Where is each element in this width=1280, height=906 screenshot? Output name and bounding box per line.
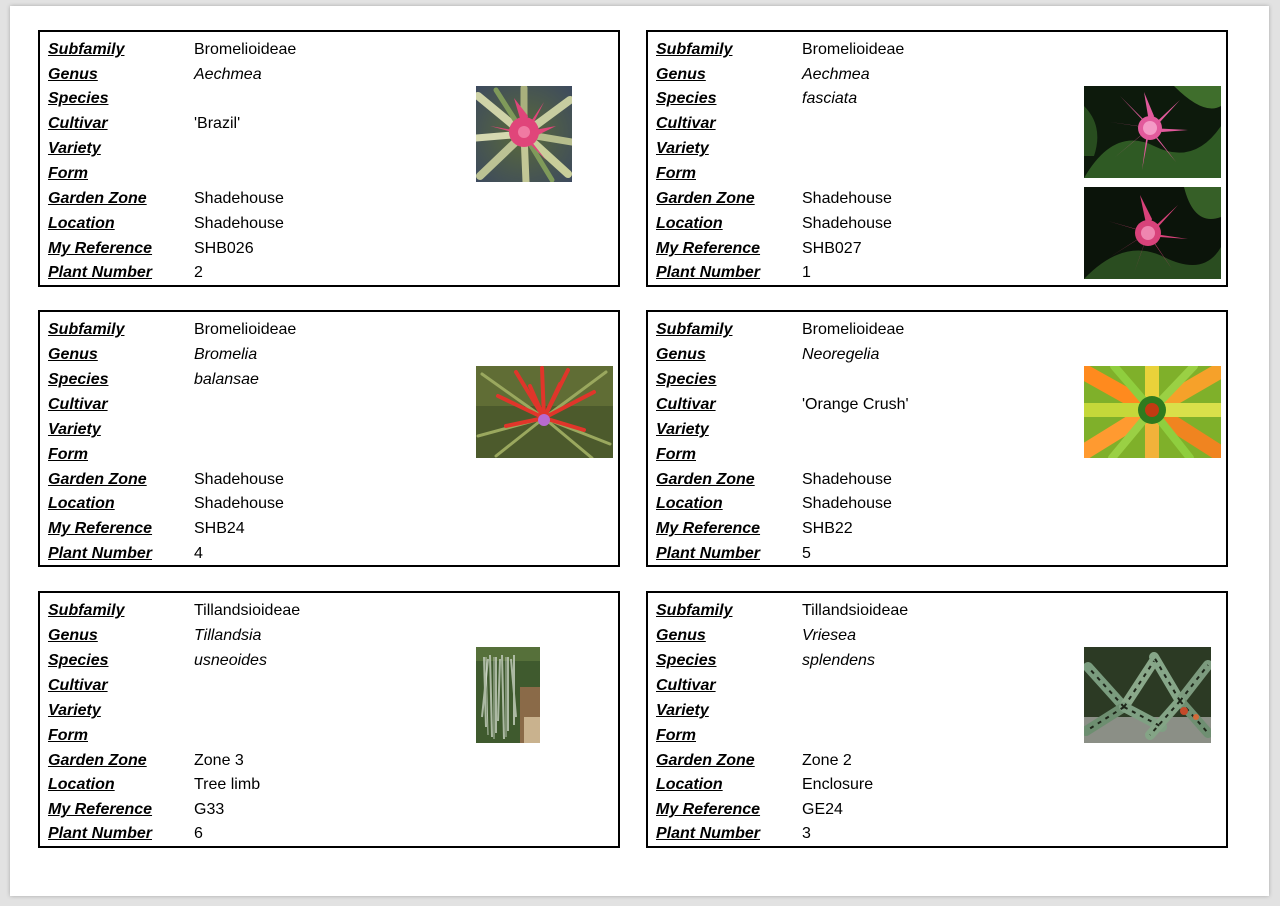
cultivar-label: Cultivar [48,115,108,132]
location-label: Location [656,215,723,232]
variety-label: Variety [656,421,709,438]
plant-number-value: 4 [194,545,203,562]
plant-card [38,30,620,287]
plant-number-value: 3 [802,825,811,842]
genus-value: Vriesea [802,627,856,644]
species-label: Species [656,652,717,669]
garden-zone-label: Garden Zone [656,752,755,769]
species-label: Species [48,371,109,388]
plant-number-label: Plant Number [48,545,153,562]
garden-zone-value: Zone 3 [194,752,244,769]
cultivar-value: 'Orange Crush' [802,396,909,413]
location-value: Shadehouse [194,495,284,512]
garden-zone-value: Shadehouse [802,190,892,207]
bromeliad-photo [1084,187,1221,279]
plant-card [646,310,1228,567]
form-label: Form [48,165,88,182]
bromeliad-photo [1084,647,1211,743]
genus-label: Genus [656,346,706,363]
my-reference-label: My Reference [48,240,153,257]
subfamily-label: Subfamily [656,41,733,58]
my-reference-label: My Reference [48,520,153,537]
location-value: Shadehouse [194,215,284,232]
my-reference-value: GE24 [802,801,843,818]
genus-value: Neoregelia [802,346,880,363]
garden-zone-value: Zone 2 [802,752,852,769]
variety-label: Variety [656,702,709,719]
location-value: Shadehouse [802,495,892,512]
my-reference-value: SHB027 [802,240,862,257]
species-value: splendens [802,652,875,669]
variety-label: Variety [48,702,101,719]
plant-number-label: Plant Number [48,825,153,842]
cultivar-label: Cultivar [656,677,716,694]
genus-value: Bromelia [194,346,258,363]
plant-number-label: Plant Number [656,825,761,842]
document-page [10,6,1269,896]
genus-label: Genus [656,66,706,83]
my-reference-value: SHB24 [194,520,245,537]
my-reference-label: My Reference [656,801,761,818]
plant-card [646,30,1228,287]
subfamily-value: Tillandsioideae [194,602,301,619]
cultivar-label: Cultivar [656,115,716,132]
variety-label: Variety [48,140,101,157]
form-label: Form [656,165,696,182]
cultivar-value: 'Brazil' [194,115,241,132]
subfamily-value: Bromelioideae [802,41,905,58]
species-label: Species [48,90,109,107]
genus-label: Genus [48,346,98,363]
cultivar-label: Cultivar [656,396,716,413]
species-value: balansae [194,371,259,388]
subfamily-label: Subfamily [48,602,125,619]
garden-zone-label: Garden Zone [656,190,755,207]
garden-zone-label: Garden Zone [48,752,147,769]
subfamily-value: Bromelioideae [194,321,297,338]
plant-number-label: Plant Number [48,264,153,281]
plant-number-value: 2 [194,264,203,281]
garden-zone-label: Garden Zone [48,471,147,488]
plant-number-label: Plant Number [656,264,761,281]
bromeliad-photo [1084,366,1221,458]
location-label: Location [48,776,115,793]
my-reference-label: My Reference [48,801,153,818]
subfamily-label: Subfamily [656,602,733,619]
location-label: Location [48,495,115,512]
subfamily-label: Subfamily [656,321,733,338]
my-reference-label: My Reference [656,520,761,537]
garden-zone-value: Shadehouse [194,471,284,488]
location-value: Tree limb [194,776,261,793]
plant-card [38,310,620,567]
plant-card [38,591,620,848]
variety-label: Variety [656,140,709,157]
bromeliad-photo [476,86,572,182]
plant-number-value: 1 [802,264,811,281]
plant-number-value: 5 [802,545,811,562]
genus-value: Tillandsia [194,627,262,644]
location-value: Shadehouse [802,215,892,232]
subfamily-label: Subfamily [48,41,125,58]
species-label: Species [656,90,717,107]
my-reference-value: G33 [194,801,225,818]
genus-label: Genus [656,627,706,644]
genus-label: Genus [48,627,98,644]
my-reference-label: My Reference [656,240,761,257]
species-label: Species [48,652,109,669]
subfamily-label: Subfamily [48,321,125,338]
plant-number-label: Plant Number [656,545,761,562]
location-label: Location [48,215,115,232]
form-label: Form [48,446,88,463]
location-label: Location [656,776,723,793]
genus-label: Genus [48,66,98,83]
subfamily-value: Bromelioideae [194,41,297,58]
spanish-moss-photo [476,647,540,743]
cultivar-label: Cultivar [48,396,108,413]
species-value: usneoides [194,652,267,669]
garden-zone-value: Shadehouse [802,471,892,488]
location-value: Enclosure [802,776,874,793]
garden-zone-value: Shadehouse [194,190,284,207]
my-reference-value: SHB026 [194,240,254,257]
species-label: Species [656,371,717,388]
subfamily-value: Bromelioideae [802,321,905,338]
bromeliad-photo [476,366,613,458]
species-value: fasciata [802,90,858,107]
plant-number-value: 6 [194,825,203,842]
form-label: Form [48,727,88,744]
cultivar-label: Cultivar [48,677,108,694]
genus-value: Aechmea [802,66,870,83]
variety-label: Variety [48,421,101,438]
plant-card [646,591,1228,848]
form-label: Form [656,727,696,744]
location-label: Location [656,495,723,512]
bromeliad-photo [1084,86,1221,178]
garden-zone-label: Garden Zone [48,190,147,207]
form-label: Form [656,446,696,463]
garden-zone-label: Garden Zone [656,471,755,488]
my-reference-value: SHB22 [802,520,853,537]
subfamily-value: Tillandsioideae [802,602,909,619]
genus-value: Aechmea [194,66,262,83]
